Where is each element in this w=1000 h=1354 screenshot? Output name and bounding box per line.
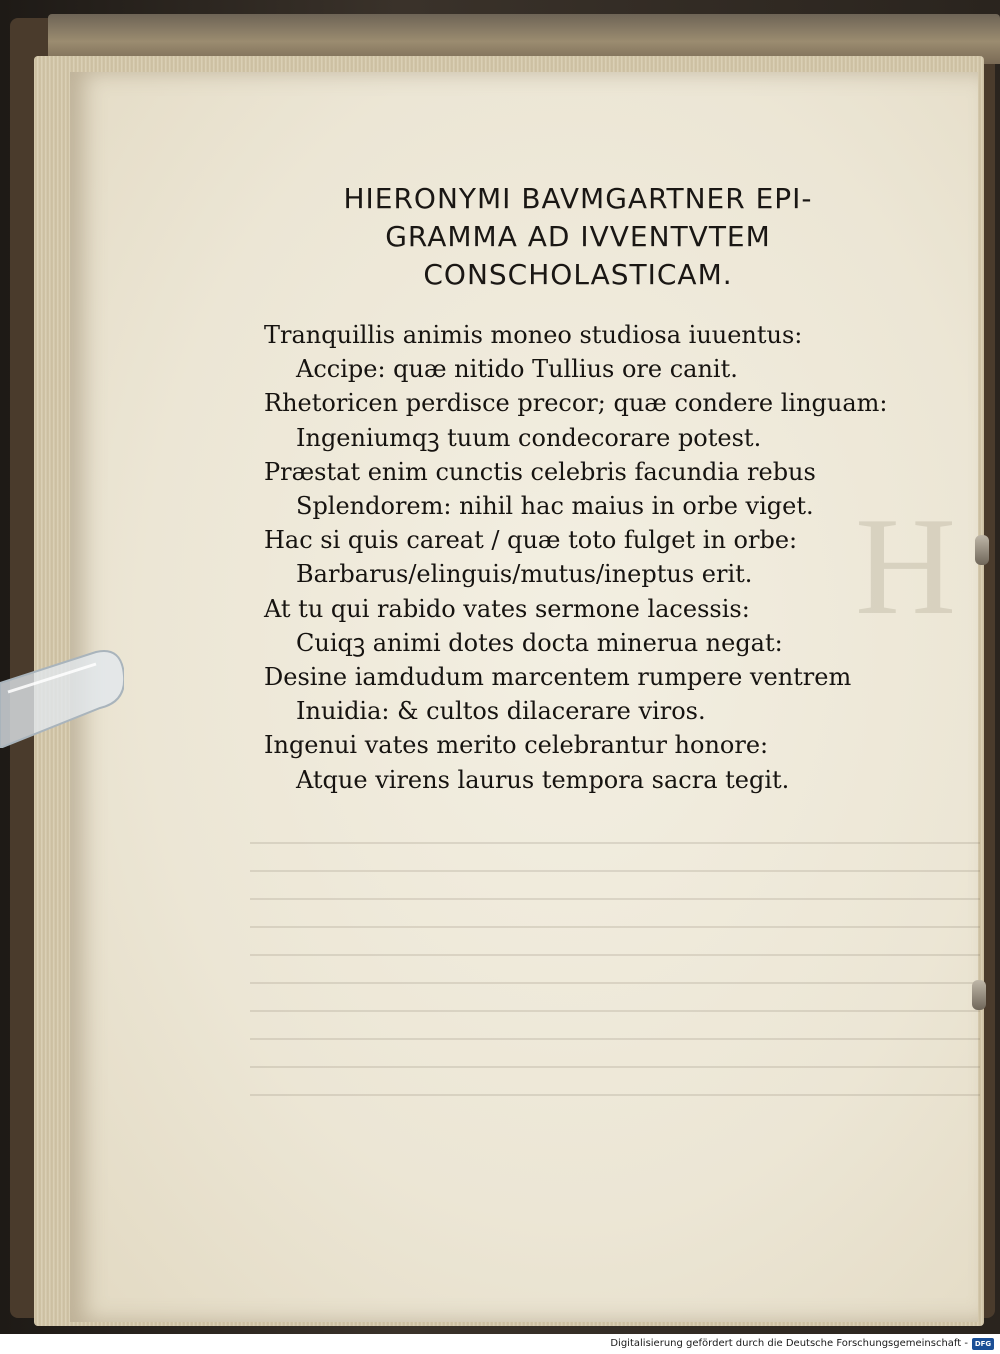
poem-heading (298, 180, 858, 294)
clasp-icon (972, 980, 986, 1010)
dfg-logo-icon: DFG (972, 1338, 994, 1350)
poem-line: At tu qui rabido vates sermone lacessis: (264, 594, 750, 623)
footer-credit: Digitalisierung gefördert durch die Deutsche Forschungsgemeinschaft - (610, 1338, 968, 1349)
clasp-icon (975, 535, 989, 565)
digitization-footer (0, 1334, 1000, 1354)
heading-line: CONSCHOLASTICAM. (423, 258, 733, 291)
poem-body (264, 318, 888, 797)
bleed-through-text (250, 842, 980, 1122)
poem-line: Rhetoricen perdisce precor; quæ condere linguam: (264, 389, 888, 418)
poem-line: Barbarus/elinguis/mutus/ineptus erit. (296, 560, 753, 589)
scanner-clip-icon (0, 648, 124, 748)
bleed-through-initial: H (855, 489, 957, 644)
heading-line: GRAMMA AD IVVENTVTEM (385, 220, 771, 253)
poem-line: Ingeniumqꝫ tuum condecorare potest. (296, 423, 762, 452)
poem-line: Splendorem: nihil hac maius in orbe viget. (296, 492, 814, 521)
poem-line: Cuiqꝫ animi dotes docta minerua negat: (296, 628, 783, 657)
poem-line: Ingenui vates merito celebrantur honore: (264, 731, 769, 760)
poem-line: Desine iamdudum marcentem rumpere ventrem (264, 663, 852, 692)
poem-line: Accipe: quæ nitido Tullius ore canit. (296, 355, 738, 384)
poem-line: Præstat enim cunctis celebris facundia rebus (264, 457, 816, 486)
poem-line: Tranquillis animis moneo studiosa iuuentus: (264, 321, 803, 349)
poem-line: Atque virens laurus tempora sacra tegit. (296, 765, 790, 794)
heading-line: HIERONYMI BAVMGARTNER EPI- (343, 182, 813, 215)
poem-line: Inuidia: & cultos dilacerare viros. (296, 697, 706, 726)
poem-line: Hac si quis careat / quæ toto fulget in orbe: (264, 526, 798, 555)
